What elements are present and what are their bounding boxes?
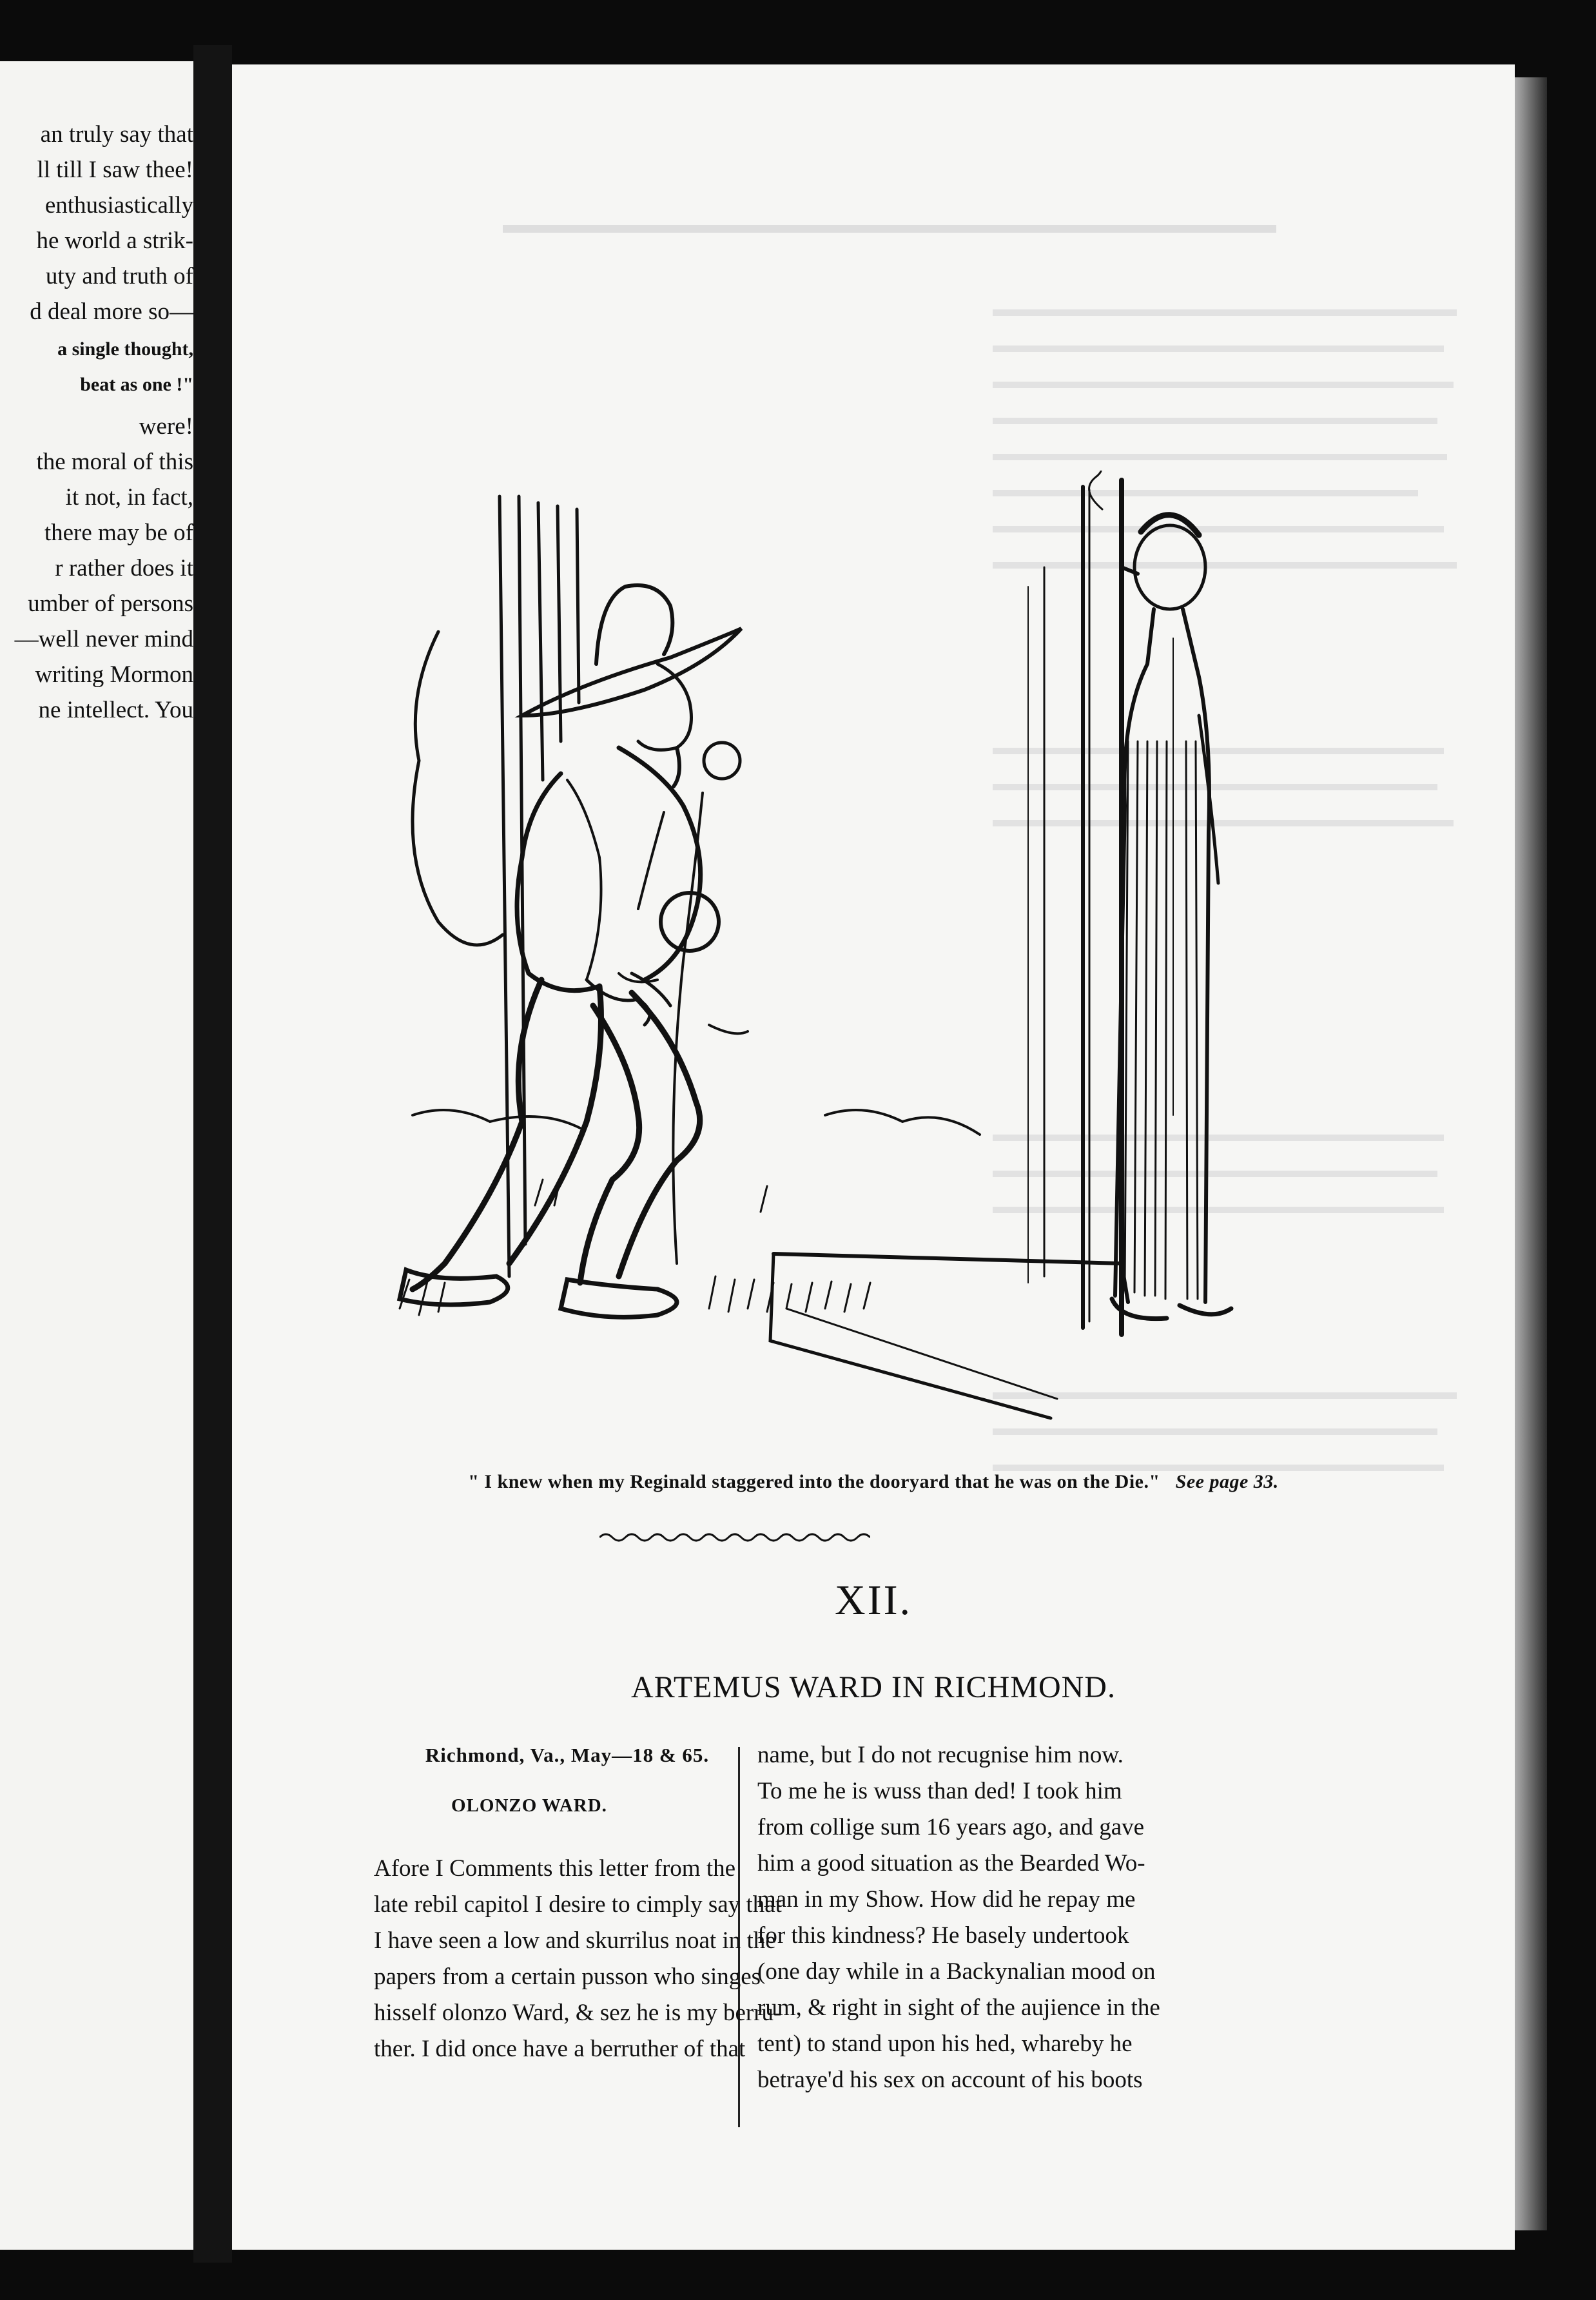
text-line: (one day while in a Backynalian mood on bbox=[757, 1958, 1156, 1985]
facing-page bbox=[0, 61, 193, 2250]
facing-page-line: the moral of this bbox=[36, 449, 193, 475]
facing-page-line: writing Mormon bbox=[35, 661, 193, 688]
book-gutter bbox=[193, 45, 232, 2263]
facing-page-line: ll till I saw thee! bbox=[37, 157, 193, 183]
illustration-caption bbox=[232, 1471, 1515, 1493]
caption-page-reference: See page 33. bbox=[1175, 1471, 1279, 1492]
text-line: man in my Show. How did he repay me bbox=[757, 1886, 1136, 1913]
text-line: papers from a certain pusson who singes bbox=[374, 1964, 761, 1990]
facing-page-line: were! bbox=[139, 413, 193, 440]
text-line: late rebil capitol I desire to cimply say that bbox=[374, 1891, 782, 1918]
text-column-right bbox=[757, 1737, 1273, 2098]
facing-page-line: beat as one !" bbox=[80, 374, 193, 395]
facing-page-line: d deal more so— bbox=[30, 298, 193, 325]
text-line: I have seen a low and skurrilus noat in the bbox=[374, 1927, 776, 1954]
text-line: ther. I did once have a berruther of that bbox=[374, 2036, 746, 2062]
caption-quote: " I knew when my Reginald staggered into the dooryard that he was on the Die." bbox=[468, 1471, 1160, 1492]
text-line: hisself olonzo Ward, & sez he is my berru- bbox=[374, 2000, 782, 2026]
facing-page-line: an truly say that bbox=[40, 121, 193, 148]
facing-page-line: there may be of bbox=[44, 520, 193, 546]
facing-page-line: —well never mind bbox=[14, 626, 193, 652]
facing-page-line: r rather does it bbox=[55, 555, 193, 581]
show-through-header bbox=[503, 216, 1276, 249]
text-line: To me he is wuss than ded! I took him bbox=[757, 1778, 1122, 1804]
engraving-illustration bbox=[374, 471, 1392, 1450]
text-line: Afore I Comments this letter from the bbox=[374, 1855, 736, 1882]
text-line: rum, & right in sight of the aujience in the bbox=[757, 1994, 1160, 2021]
facing-page-line: he world a strik- bbox=[36, 228, 193, 254]
wavy-divider bbox=[599, 1528, 870, 1547]
text-line: name, but I do not recugnise him now. bbox=[757, 1742, 1124, 1768]
chapter-number: XII. bbox=[834, 1577, 913, 1624]
book-page bbox=[232, 64, 1515, 2250]
show-through-mark bbox=[503, 216, 1276, 242]
facing-page-line: uty and truth of bbox=[45, 263, 193, 289]
text-line: him a good situation as the Bearded Wo- bbox=[757, 1850, 1145, 1876]
text-line: tent) to stand upon his hed, whareby he bbox=[757, 2031, 1133, 2057]
facing-page-line: enthusiastically bbox=[44, 192, 193, 219]
facing-page-line: ne intellect. You bbox=[38, 697, 193, 723]
chapter-title: ARTEMUS WARD IN RICHMOND. bbox=[631, 1670, 1116, 1704]
facing-page-line: it not, in fact, bbox=[65, 484, 193, 511]
facing-page-line: a single thought, bbox=[57, 338, 193, 360]
letter-signer: OLONZO WARD. bbox=[451, 1795, 607, 1816]
text-line: for this kindness? He basely undertook bbox=[757, 1922, 1129, 1949]
text-line: betraye'd his sex on account of his boots bbox=[757, 2067, 1143, 2093]
facing-page-line: umber of persons bbox=[28, 590, 193, 617]
letter-dateline: Richmond, Va., May—18 & 65. bbox=[425, 1744, 710, 1766]
text-line: from collige sum 16 years ago, and gave bbox=[757, 1814, 1145, 1840]
